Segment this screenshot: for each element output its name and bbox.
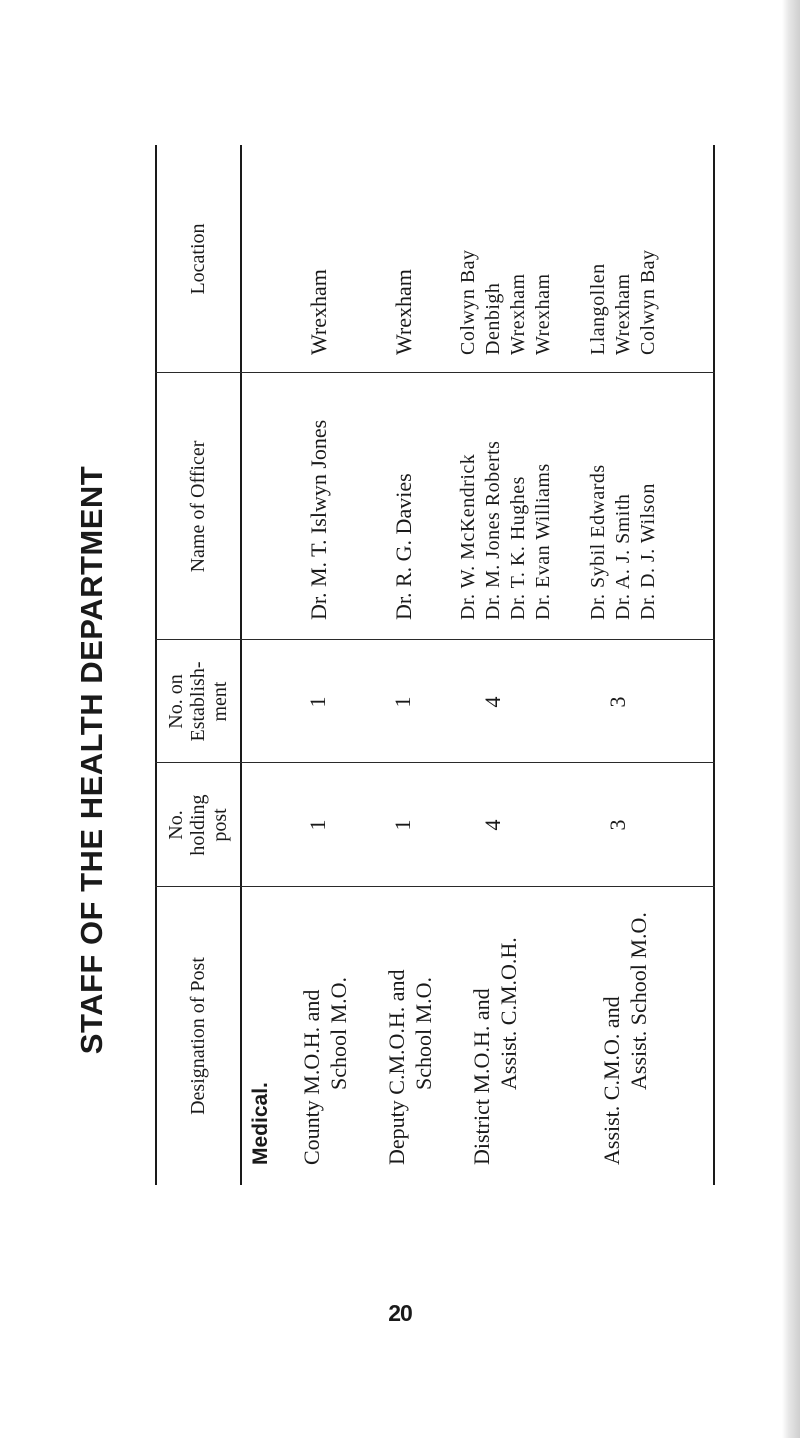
location-name: Llangollen [587,263,609,355]
officer-name: Dr. T. K. Hughes [507,476,529,620]
designation-line: Assist. School M.O. [626,912,651,1090]
establishment-count: 3 [605,696,630,708]
officer-name: Dr. M. Jones Roberts [482,440,504,620]
officer-name: Dr. W. McKendrick [457,453,479,620]
header-rule [240,145,242,1185]
holding-count: 4 [480,819,505,831]
header-designation: Designation of Post [186,957,209,1115]
staff-table [155,145,715,1185]
designation-line: Assist. C.M.O. and [599,996,624,1165]
officer-name: Dr. M. T. Islwyn Jones [306,419,331,620]
location-name: Wrexham [306,269,331,355]
designation-line: School M.O. [326,976,351,1090]
header-location: Location [186,223,209,295]
location-name: Wrexham [612,273,634,355]
staff-table-rotated [155,145,715,1185]
designation-line: School M.O. [411,976,436,1090]
officer-name: Dr. D. J. Wilson [637,483,659,620]
location-name: Denbigh [482,282,504,355]
establishment-count: 1 [390,696,415,708]
designation-line: County M.O.H. and [299,989,324,1165]
officer-name: Dr. Evan Williams [532,463,554,620]
officer-name: Dr. R. G. Davies [391,473,416,620]
header-holding: No. holding post [164,794,231,856]
header-establishment: No. on Establish-ment [164,661,231,742]
table-bottom-rule [713,145,715,1185]
location-name: Wrexham [532,273,554,355]
holding-count: 3 [605,819,630,831]
section-heading-medical: Medical. [249,1082,272,1165]
establishment-count: 4 [480,696,505,708]
holding-count: 1 [390,819,415,831]
location-name: Colwyn Bay [457,249,479,355]
page-heading: STAFF OF THE HEALTH DEPARTMENT [74,465,109,1055]
location-name: Wrexham [507,273,529,355]
designation-line: Assist. C.M.O.H. [496,937,521,1090]
page-edge-shadow [782,0,800,1438]
designation-line: District M.O.H. and [469,988,494,1165]
header-officer: Name of Officer [186,440,209,573]
page-number: 20 [388,1300,412,1326]
officer-name: Dr. A. J. Smith [612,493,634,620]
location-name: Colwyn Bay [637,249,659,355]
location-name: Wrexham [391,269,416,355]
holding-count: 1 [305,819,330,831]
designation-line: Deputy C.M.O.H. and [384,969,409,1165]
officer-name: Dr. Sybil Edwards [587,464,609,620]
establishment-count: 1 [305,696,330,708]
